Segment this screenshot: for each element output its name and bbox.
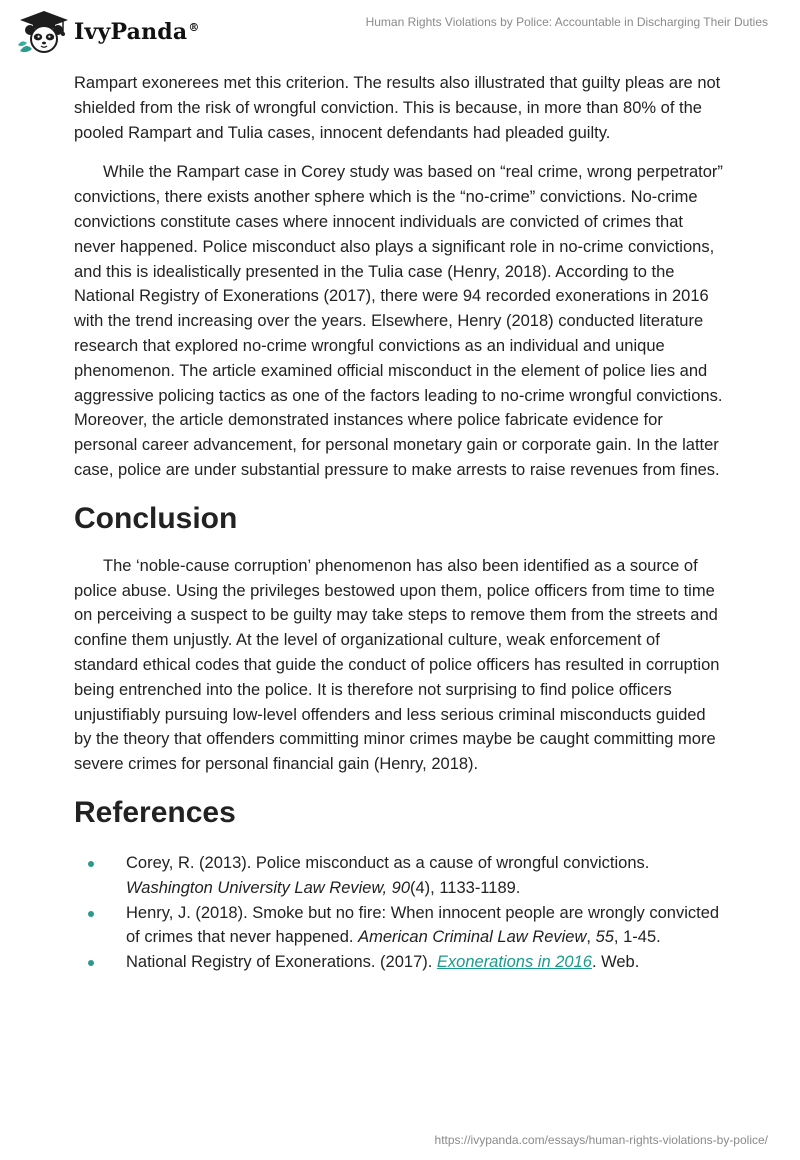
essay-content xyxy=(74,71,726,975)
page-header xyxy=(0,0,800,60)
bullet-icon xyxy=(88,960,94,966)
exonerations-link[interactable]: Exonerations in 2016 xyxy=(436,953,592,972)
reference-item: Henry, J. (2018). Smoke but no fire: When innocent people are wrongly convicted of crimes that never happened. American Criminal Law Review, 55, 1-45. xyxy=(74,901,726,951)
source-url: https://ivypanda.com/essays/human-rights-violations-by-police/ xyxy=(434,1133,768,1147)
panda-graduate-icon xyxy=(16,9,72,55)
journal-title: American Criminal Law Review xyxy=(358,928,587,947)
journal-title: Washington University Law Review, 90 xyxy=(126,878,410,897)
journal-volume: 55 xyxy=(595,928,614,947)
references-heading: References xyxy=(74,795,236,829)
body-paragraph: While the Rampart case in Corey study was based on “real crime, wrong perpetrator” convictions, there exists another sphere which is the “no-crime” convictions. No-crime convictions constitute cases where innocent individuals are convicted of crimes that never happened. Police misconduct also plays a significant role in no-crime convictions, and this is idealistically presented in the Tulia case (Henry, 2018). According to the National Registry of Exonerations (2017), there were 94 recorded exonerations in 2016 with the trend increasing over the years. Elsewhere, Henry (2018) conducted literature research that explored no-crime wrongful convictions as an individual and unique phenomenon. The article examined official misconduct in the element of police lies and aggressive policing tactics as one of the factors leading to no-crime wrongful convictions. Moreover, the article demonstrated instances where police fabricate evidence for personal career advancement, for personal monetary gain or corporate gain. In the latter case, police are under substantial pressure to make arrests to raise revenues from fines. xyxy=(74,163,723,479)
reference-item: National Registry of Exonerations. (2017). Exonerations in 2016. Web. xyxy=(74,950,726,975)
body-paragraph: Rampart exonerees met this criterion. The results also illustrated that guilty pleas are not shielded from the risk of wrongful conviction. This is because, in more than 80% of the pooled Rampart and Tulia cases, innocent defendants had pleaded guilty. xyxy=(74,74,721,142)
reference-item: Corey, R. (2013). Police misconduct as a cause of wrongful convictions. Washington University Law Review, 90(4), 1133-1189. xyxy=(74,851,726,901)
references-list xyxy=(74,851,726,975)
bullet-icon xyxy=(88,861,94,867)
document-title: Human Rights Violations by Police: Accountable in Discharging Their Duties xyxy=(365,15,768,29)
registered-mark: ® xyxy=(188,20,200,34)
ivypanda-logo[interactable] xyxy=(16,9,200,55)
brand-name: IvyPanda® xyxy=(74,19,200,45)
conclusion-paragraph: The ‘noble-cause corruption’ phenomenon has also been identified as a source of police abuse. Using the privileges bestowed upon them, police officers from time to time on perceiving a suspect to be guilty may take steps to remove them from the streets and confine them unjustly. At the level of organizational culture, weak enforcement of standard ethical codes that guide the conduct of police officers has resulted in corruption being entrenched into the police. It is therefore not surprising to find police officers unjustifiably pursuing low-level offenders and less serious criminal misconducts guided by the theory that offenders committing minor crimes maybe be caught committing more severe crimes for personal financial gain (Henry, 2018). xyxy=(74,556,720,774)
bullet-icon xyxy=(88,911,94,917)
conclusion-heading: Conclusion xyxy=(74,501,238,535)
